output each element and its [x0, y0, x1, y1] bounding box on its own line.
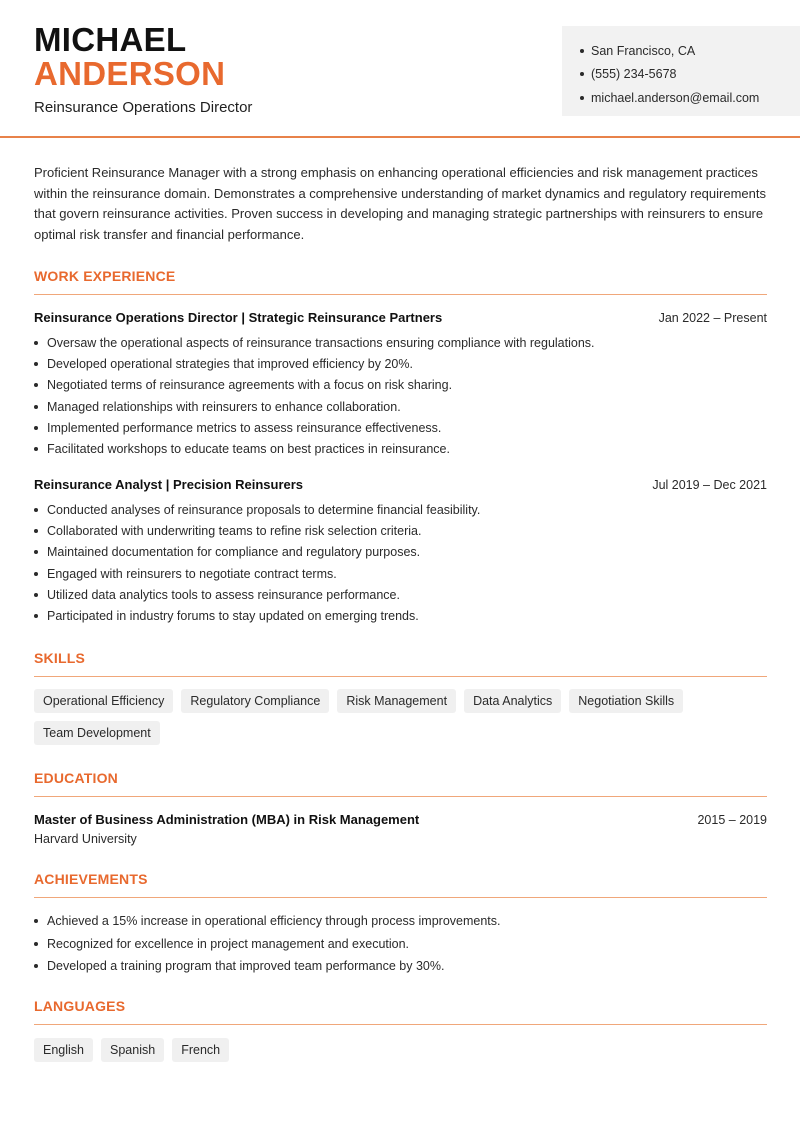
list-item: [34, 910, 767, 933]
education-degree: Master of Business Administration (MBA) in Risk Management: [34, 812, 420, 827]
contact-phone: [580, 63, 800, 87]
bullet-icon: [34, 362, 38, 366]
list-item-text: Oversaw the operational aspects of reinsurance transactions ensuring compliance with regulations.: [47, 335, 595, 350]
language-tag: English: [34, 1038, 93, 1062]
job-header: [34, 310, 767, 325]
achievements-list: [34, 910, 767, 978]
bullet-icon: [34, 964, 38, 968]
list-item-text: Facilitated workshops to educate teams on best practices in reinsurance.: [47, 442, 450, 457]
bullet-icon: [34, 426, 38, 430]
resume-header: [0, 0, 800, 138]
education-dates: 2015 – 2019: [697, 813, 767, 827]
skill-tag: Risk Management: [337, 689, 456, 713]
list-item-text: Utilized data analytics tools to assess reinsurance performance.: [47, 587, 400, 602]
list-item-text: Conducted analyses of reinsurance proposals to determine financial feasibility.: [47, 502, 481, 517]
bullet-icon: [34, 383, 38, 387]
contact-location: [580, 39, 800, 63]
list-item: [34, 438, 767, 459]
list-item-text: Developed operational strategies that improved efficiency by 20%.: [47, 356, 413, 371]
section-title-education: EDUCATION: [34, 770, 118, 786]
language-tag: French: [172, 1038, 229, 1062]
bullet-icon: [34, 405, 38, 409]
contact-box: [562, 26, 800, 116]
list-item-text: Maintained documentation for compliance and regulatory purposes.: [47, 545, 421, 560]
section-divider: [34, 676, 767, 677]
bullet-icon: [34, 508, 38, 512]
list-item: [34, 417, 767, 438]
section-divider: [34, 294, 767, 295]
section-title-skills: SKILLS: [34, 650, 85, 666]
skill-tag: Data Analytics: [464, 689, 561, 713]
job-bullets: [34, 332, 767, 460]
skill-tag: Team Development: [34, 721, 160, 745]
list-item-text: Engaged with reinsurers to negotiate contract terms.: [47, 566, 337, 581]
bullet-icon: [34, 447, 38, 451]
bullet-icon: [34, 550, 38, 554]
list-item-text: Collaborated with underwriting teams to refine risk selection criteria.: [47, 523, 422, 538]
job-header: [34, 477, 767, 492]
bullet-icon: [580, 49, 584, 53]
last-name: ANDERSON: [34, 55, 226, 92]
skills-tags: [34, 689, 767, 745]
language-tag: Spanish: [101, 1038, 164, 1062]
bullet-icon: [34, 593, 38, 597]
contact-email[interactable]: [580, 86, 800, 110]
section-title-achievements: ACHIEVEMENTS: [34, 871, 148, 887]
job-title: Reinsurance Operations Director: [34, 99, 253, 116]
bullet-icon: [34, 942, 38, 946]
first-name: MICHAEL: [34, 21, 187, 58]
list-item: [34, 955, 767, 978]
bullet-icon: [34, 572, 38, 576]
list-item: [34, 542, 767, 563]
list-item: [34, 520, 767, 541]
list-item: [34, 584, 767, 605]
job-dates: Jul 2019 – Dec 2021: [652, 478, 767, 492]
bullet-icon: [34, 529, 38, 533]
contact-phone-text: (555) 234-5678: [591, 67, 677, 82]
skill-tag: Operational Efficiency: [34, 689, 173, 713]
job-role: Reinsurance Analyst | Precision Reinsurers: [34, 477, 304, 492]
contact-location-text: San Francisco, CA: [591, 43, 696, 58]
list-item: [34, 499, 767, 520]
list-item: [34, 353, 767, 374]
education-header: [34, 812, 767, 827]
professional-summary: Proficient Reinsurance Manager with a strong emphasis on enhancing operational efficiencies and risk management practices within the reinsurance domain. Demonstrates a comprehensive understanding of market dynamics and regulatory requirements that govern reinsurance activities. Proven success in developing and managing strategic partnerships with reinsurers to ensure optimal risk transfer and financial performance.: [34, 165, 766, 243]
section-title-languages: LANGUAGES: [34, 998, 126, 1014]
list-item-text: Implemented performance metrics to assess reinsurance effectiveness.: [47, 420, 442, 435]
list-item-text: Managed relationships with reinsurers to enhance collaboration.: [47, 399, 401, 414]
list-item: [34, 332, 767, 353]
list-item-text: Participated in industry forums to stay updated on emerging trends.: [47, 609, 419, 624]
list-item: [34, 563, 767, 584]
section-divider: [34, 897, 767, 898]
skill-tag: Negotiation Skills: [569, 689, 683, 713]
bullet-icon: [34, 919, 38, 923]
job-role: Reinsurance Operations Director | Strategic Reinsurance Partners: [34, 310, 443, 325]
list-item-text: Recognized for excellence in project management and execution.: [47, 936, 410, 951]
contact-email-text[interactable]: michael.anderson@email.com: [591, 90, 760, 105]
bullet-icon: [34, 614, 38, 618]
skill-tag: Regulatory Compliance: [181, 689, 329, 713]
job-bullets: [34, 499, 767, 627]
list-item: [34, 396, 767, 417]
bullet-icon: [580, 72, 584, 76]
list-item-text: Negotiated terms of reinsurance agreements with a focus on risk sharing.: [47, 378, 453, 393]
list-item-text: Achieved a 15% increase in operational efficiency through process improvements.: [47, 914, 501, 929]
section-divider: [34, 796, 767, 797]
section-divider: [34, 1024, 767, 1025]
list-item-text: Developed a training program that improved team performance by 30%.: [47, 959, 445, 974]
bullet-icon: [580, 96, 584, 100]
section-title-work: WORK EXPERIENCE: [34, 268, 176, 284]
bullet-icon: [34, 341, 38, 345]
list-item: [34, 933, 767, 956]
list-item: [34, 605, 767, 626]
education-school: Harvard University: [34, 832, 137, 846]
languages-tags: [34, 1038, 767, 1062]
job-dates: Jan 2022 – Present: [658, 311, 767, 325]
list-item: [34, 375, 767, 396]
